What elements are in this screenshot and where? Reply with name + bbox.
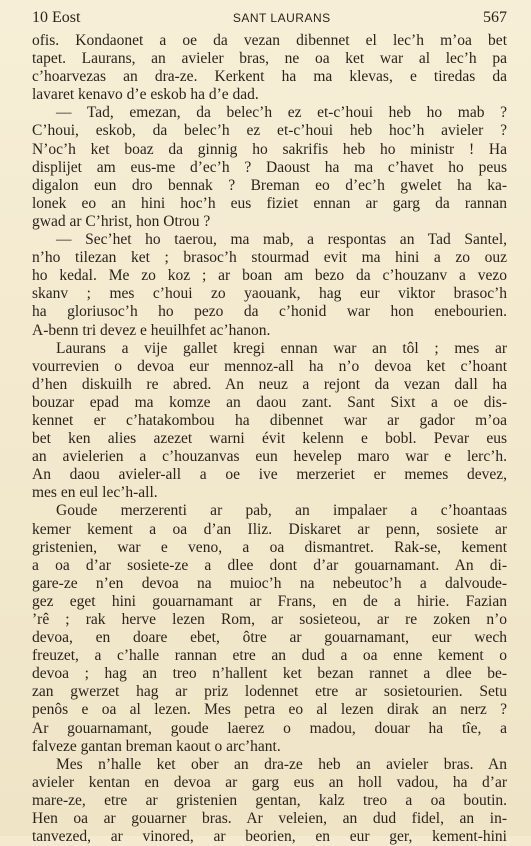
text-line: skanv ; mes c’houi zo yaouank, hag eur viktor brasoc’h (32, 285, 507, 303)
text-line: tapet. Laurans, an avieler bras, ne oa ket war al lec’h pa (32, 50, 507, 68)
running-header (32, 8, 507, 28)
text-line: ’rê ; rak herve lezen Rom, ar sosieteou, ar re zoken n’o (32, 611, 507, 628)
text-line: gwad ar C’hrist, hon Otrou ? (32, 212, 211, 230)
text-line: an avielerien a c’houzanvas eun hevelep maro war e lerc’h. (32, 448, 507, 466)
text-line: A-benn tri devez e heuilhfet ac’hanon. (32, 321, 271, 339)
text-line: mare-ze, etre ar gristenien gentan, kalz treo a oa boutin. (32, 791, 507, 809)
text-line: Laurans a vije gallet kregi ennan war an tôl ; mes ar (56, 339, 507, 357)
text-line: Hen oa ar gouarner bras. Ar veleien, an dud fidel, an in- (32, 810, 507, 828)
paragraph (32, 340, 507, 503)
text-line: d’hen diskuilh re abred. An neuz a rejont da vezan dall ha (32, 375, 507, 393)
text-line: lonek eo an hini hoc’h eus fiziet ennan ar garg da rannan (32, 194, 507, 212)
text-line: Mes n’halle ket ober an dra-ze heb an avieler bras. An (56, 755, 507, 773)
text-line: Goude merzerenti ar pab, an impalaer a c’hoantaas (56, 502, 507, 520)
text-line: devoa ; hag an treo n’hallent ket bezan rannet a dlee be- (32, 665, 507, 683)
text-line: N’oc’h ket boaz da ginnig ho sakrifis heb ho ministr ! Ha (32, 140, 507, 158)
text-line: c’hoarvezas an dra-ze. Kerkent ha ma klevas, e tiredas da (32, 68, 507, 86)
text-line: tanvezed, ar vinored, ar beorien, en eur ger, kement-hini (32, 828, 507, 846)
paragraph (32, 32, 507, 104)
text-line: gez eget hini gouarnamant ar Frans, en de a hirie. Fazian (32, 592, 507, 610)
text-line: a oa d’ar sosiete-ze a dlee dont d’ar gouarnamant. An di- (32, 556, 507, 574)
text-line: bet ken alies azezet warni évit kelenn e bobl. Pevar eus (32, 430, 507, 448)
body-text (32, 32, 507, 846)
text-line: lavaret kenavo d’e eskob ha d’e dad. (32, 86, 259, 104)
text-line: kennet er c’hatakombou ha dibennet war ar gador m’oa (32, 411, 507, 429)
text-line: penôs e oa al lezen. Mes petra eo al lezen dirak an nerz ? (32, 701, 507, 719)
text-line: C’houi, eskob, da belec’h ez et-c’houi heb hoc’h avieler ? (32, 122, 507, 140)
text-line: bouzar epad ma komze an daou zant. Sant Sixt a oe dis- (32, 393, 507, 411)
paragraph (32, 756, 507, 846)
text-line: zan gwerzet hag ar priz lodennet etre ar sosietourien. Setu (32, 683, 507, 701)
text-line: falveze gantan breman kaout o arc’hant. (32, 737, 281, 755)
text-line: gristenien, war e veno, a oa dismantret. Rak-se, kement (32, 538, 507, 556)
header-title: SANT LAURANS (232, 11, 331, 25)
text-line: — Tad, emezan, da belec’h ez et-c’houi heb ho mab ? (56, 104, 507, 122)
paragraph (32, 231, 507, 340)
text-line: Ar gouarnamant, goude laerez o madou, douar ha tîe, a (32, 719, 507, 737)
paragraph (32, 502, 507, 755)
text-line: gare-ze n’en devoa na muioc’h na nebeutoc’h a dalvoude- (32, 574, 507, 592)
text-line: devoa, en doare ebet, ôtre ar gouarnamant, eur wech (32, 629, 507, 647)
text-line: mes en eul lec’h-all. (32, 484, 158, 502)
text-line: An daou avieler-all a oe ive merzeriet er memes devez, (32, 466, 507, 484)
text-line: freuzet, a c’halle rannan etre an dud a oa enne kement o (32, 647, 507, 665)
text-line: avieler kentan en devoa ar garg eus an holl vadou, ha d’ar (32, 773, 507, 791)
text-line: digalon eun dro bennak ? Breman eo d’ec’h gwelet ha ka- (32, 176, 507, 194)
text-line: ha gloriusoc’h ho pezo da c’honid war hon enebourien. (32, 303, 507, 321)
text-line: — Sec’het ho taerou, ma mab, a respontas an Tad Santel, (56, 231, 507, 249)
text-line: n’ho tilezan ket ; brasoc’h stourmad evit ma hini a zo ouz (32, 249, 507, 267)
text-line: kemer kement a oa d’an Iliz. Diskaret ar penn, sosiete ar (32, 520, 507, 538)
paragraph (32, 104, 507, 231)
text-line: displijet am eus-me d’ec’h ? Daoust ha ma c’havet ho peus (32, 158, 507, 176)
text-line: ho kedal. Me zo koz ; ar boan am bezo da c’houzanv a vezo (32, 267, 507, 285)
text-line: ofis. Kondaonet a oe da vezan dibennet el lec’h m’oa bet (32, 32, 507, 49)
header-date: 10 Eost (32, 9, 81, 26)
text-line: vourrevien o devoa eur mennoz-all ha n’o devoa ket c’hoant (32, 357, 507, 375)
page-number: 567 (482, 9, 507, 26)
